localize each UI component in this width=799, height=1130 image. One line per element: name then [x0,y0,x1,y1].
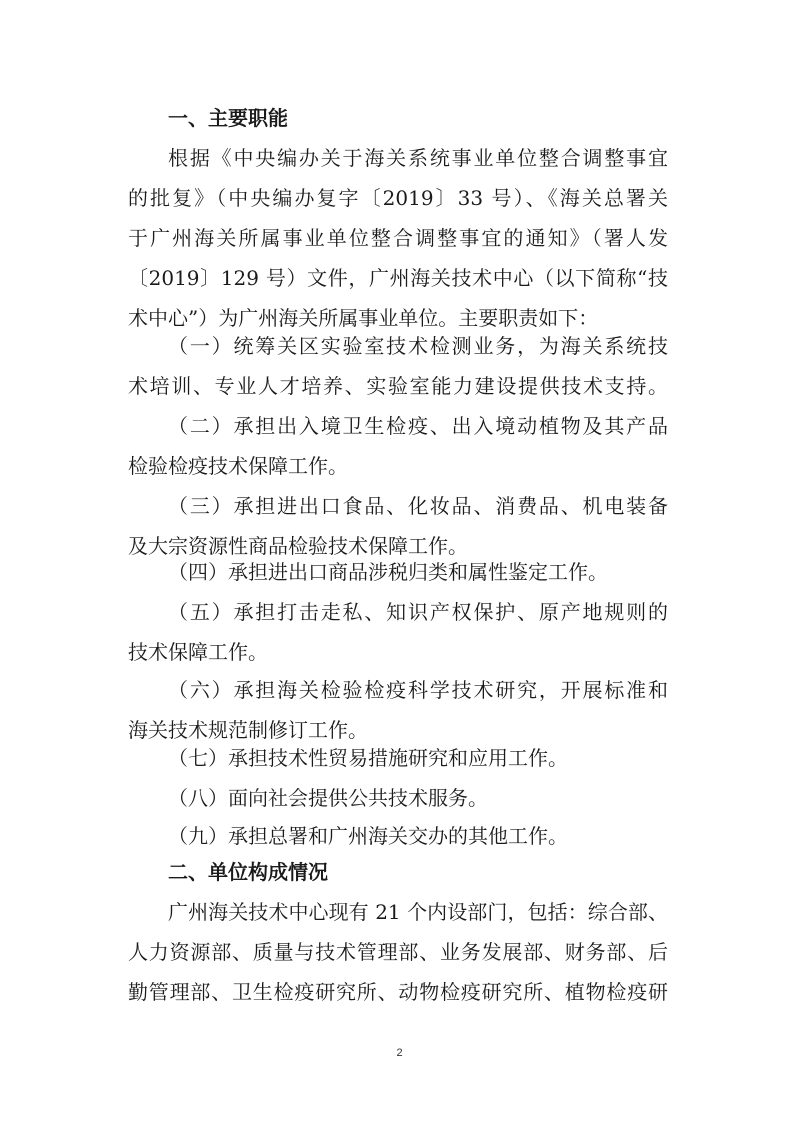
intro-line: 〔2019〕129 号）文件，广州海关技术中心（以下简称“技 [128,266,668,290]
duty-item-line: （七）承担技术性贸易措施研究和应用工作。 [168,746,568,770]
duty-item-line: （四）承担进出口商品涉税归类和属性鉴定工作。 [168,560,608,584]
duty-item-line: 技术保障工作。 [128,640,268,664]
duty-item-line: 海关技术规范制修订工作。 [128,718,368,742]
duty-item-line: （五）承担打击走私、知识产权保护、原产地规则的 [168,600,668,624]
duty-item-line: （三）承担进出口食品、化妆品、消费品、机电装备 [168,494,668,518]
duty-item-line: （二）承担出入境卫生检疫、出入境动植物及其产品 [168,414,668,438]
duty-item-line: 检验检疫技术保障工作。 [128,454,348,478]
composition-line: 广州海关技术中心现有 21 个内设部门，包括：综合部、 [168,900,668,924]
duty-item-line: （九）承担总署和广州海关交办的其他工作。 [168,824,568,848]
duty-item-line: （一）统筹关区实验室技术检测业务，为海关系统技 [168,334,668,358]
duty-item-line: 术培训、专业人才培养、实验室能力建设提供技术支持。 [128,374,668,398]
composition-line: 人力资源部、质量与技术管理部、业务发展部、财务部、后 [128,940,668,964]
intro-line: 术中心”）为广州海关所属事业单位。主要职责如下： [128,306,599,330]
page-number: 2 [396,1047,403,1059]
composition-line: 勤管理部、卫生检疫研究所、动物检疫研究所、植物检疫研 [128,980,668,1004]
duty-item-line: （六）承担海关检验检疫科学技术研究，开展标准和 [168,678,668,702]
intro-line: 于广州海关所属事业单位整合调整事宜的通知》（署人发 [128,226,668,250]
section-heading-unit-composition: 二、单位构成情况 [168,860,328,884]
duty-item-line: （八）面向社会提供公共技术服务。 [168,786,488,810]
duty-item-line: 及大宗资源性商品检验技术保障工作。 [128,534,468,558]
intro-line: 的批复》（中央编办复字〔2019〕33 号）、《海关总署关 [128,186,668,210]
section-heading-main-functions: 一、主要职能 [168,106,288,130]
intro-line: 根据《中央编办关于海关系统事业单位整合调整事宜 [168,146,668,170]
